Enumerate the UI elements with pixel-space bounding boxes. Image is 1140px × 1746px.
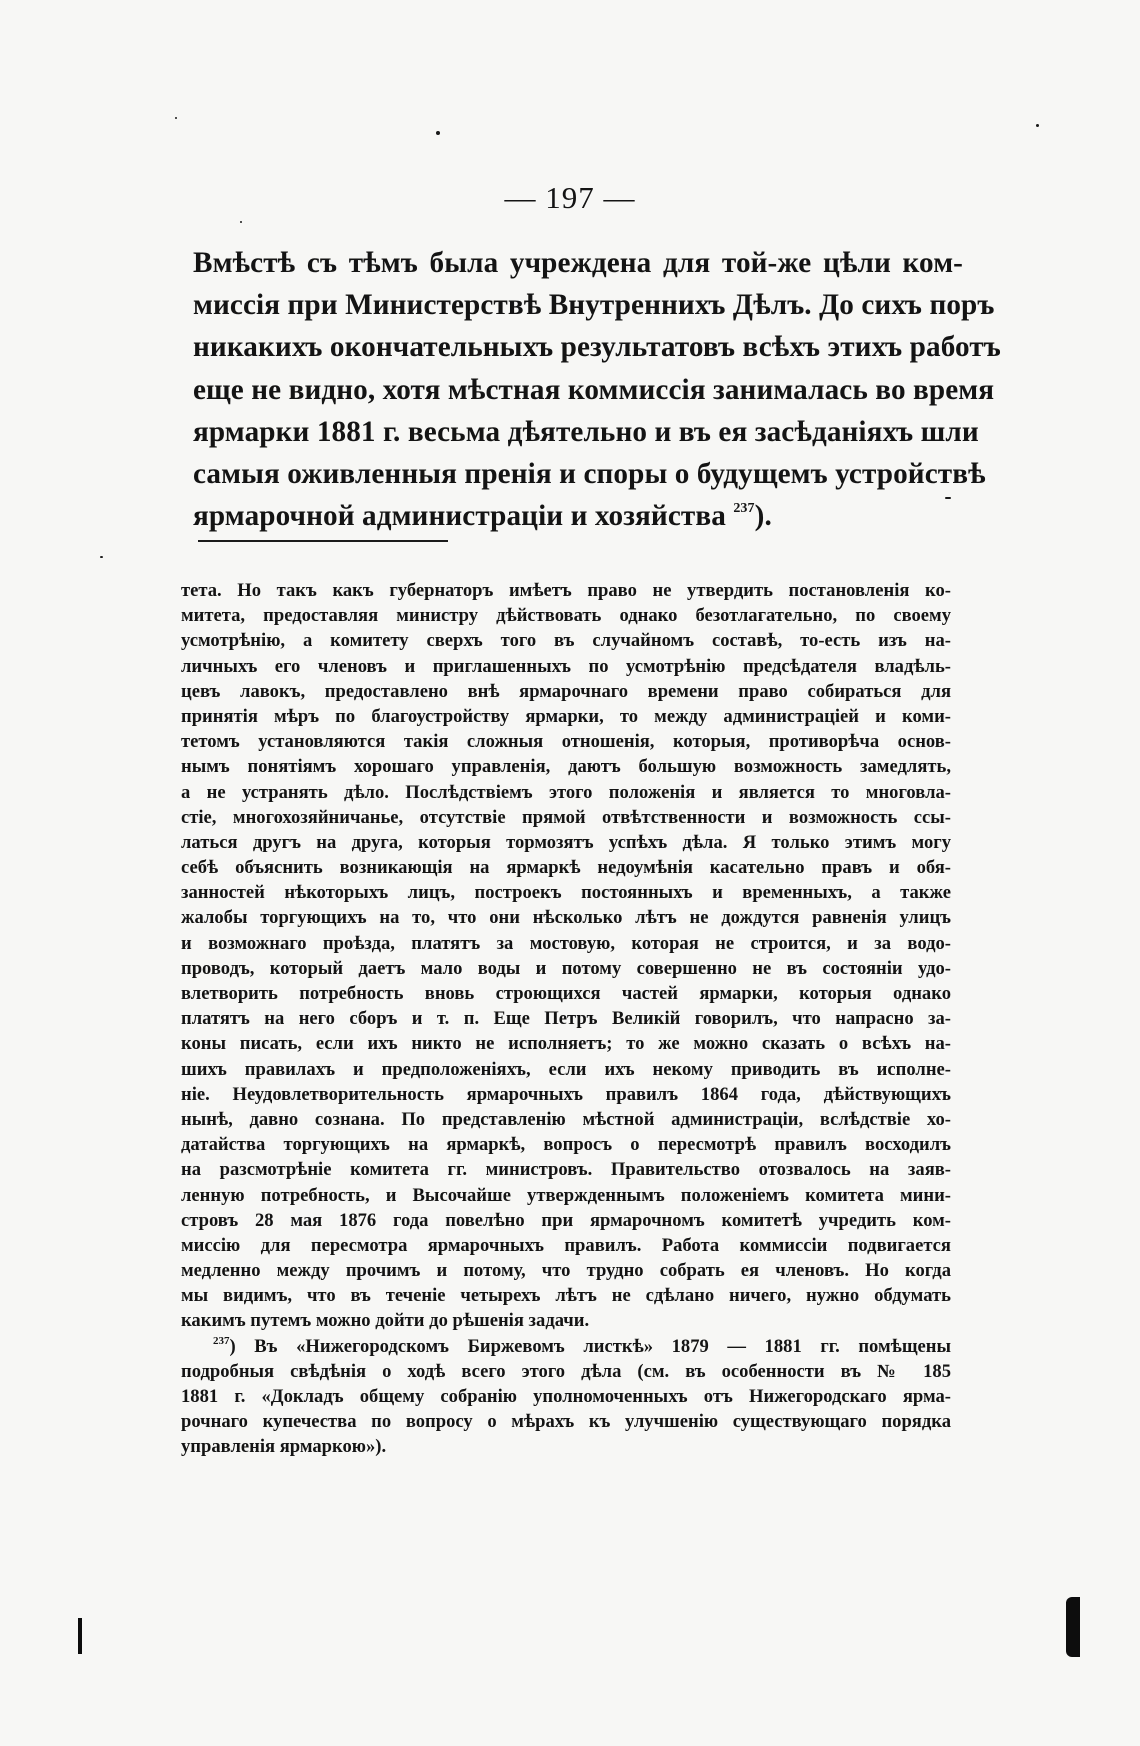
footnote-line: а не устранять дѣло. Послѣдствіемъ этого положенія и является то многовла- bbox=[181, 781, 951, 803]
main-line: еще не видно, хотя мѣстная коммиссія занималась во время bbox=[193, 373, 995, 406]
main-line-end: ). bbox=[754, 500, 772, 533]
main-line: ярмарки 1881 г. весьма дѣятельно и въ ея засѣданіяхъ шли bbox=[193, 415, 979, 448]
scan-speck bbox=[436, 131, 440, 135]
footnote-line: стіе, многохозяйничанье, отсутствіе прямой отвѣтственности и возможность ссы- bbox=[181, 806, 951, 828]
footnote-237-text: ) Въ «Нижегородскомъ Биржевомъ листкѣ» 1879 — 1881 гг. помѣщены bbox=[229, 1335, 951, 1357]
main-line-text: ярмарочной администраціи и хозяйства bbox=[193, 500, 726, 533]
footnote-line: личныхъ его членовъ и приглашенныхъ по усмотрѣнію предсѣдателя владѣль- bbox=[181, 655, 951, 677]
main-paragraph bbox=[193, 242, 1001, 537]
footnote-line: шихъ правилахъ и предположеніяхъ, если ихъ некому приводить въ исполне- bbox=[181, 1058, 951, 1080]
footnote-line: митета, предоставляя министру дѣйствовать однако безотлагательно, по своему bbox=[181, 605, 951, 627]
footnote-reference: 237 bbox=[733, 501, 755, 517]
footnote-line: проводъ, который даетъ мало воды и потому совершенно не въ состояніи удо- bbox=[181, 957, 951, 979]
footnote-line: принятія мѣръ по благоустройству ярмарки, то между администраціей и коми- bbox=[181, 705, 951, 727]
footnote-line: миссію для пересмотра ярмарочныхъ правилъ. Работа коммиссіи подвигается bbox=[181, 1234, 951, 1256]
footnote-line: жалобы торгующихъ на то, что они нѣсколько лѣтъ не дождутся равненія улицъ bbox=[181, 907, 951, 929]
footnote-line: ніе. Неудовлетворительность ярмарочныхъ правилъ 1864 года, дѣйствующихъ bbox=[181, 1083, 951, 1105]
main-line: Вмѣстѣ съ тѣмъ была учреждена для той-же цѣли ком- bbox=[193, 247, 963, 279]
scan-speck bbox=[240, 221, 242, 223]
footnote-237-marker: 237 bbox=[213, 1334, 230, 1347]
footnote-line: платятъ на него сборъ и т. п. Еще Петръ Великій говорилъ, что напрасно за- bbox=[181, 1008, 951, 1030]
footnote-line: цевъ лавокъ, предоставлено внѣ ярмарочнаго времени право собираться для bbox=[181, 680, 951, 702]
footnote-line: мы видимъ, что въ теченіе четырехъ лѣтъ не сдѣлано ничего, нужно обдумать bbox=[181, 1285, 951, 1307]
footnote-line: и возможнаго проѣзда, платятъ за мостовую, которая не строится, и за водо- bbox=[181, 932, 951, 954]
scan-edge-mark bbox=[1066, 1597, 1080, 1657]
main-line-last bbox=[193, 495, 963, 537]
main-line: самыя оживленныя пренія и споры о будущемъ устройствѣ bbox=[193, 457, 986, 490]
scan-speck bbox=[1036, 124, 1039, 127]
footnote-line: нымъ понятіямъ хорошаго управленія, даютъ большую возможность замедлять, bbox=[181, 756, 951, 778]
footnote-237-line: рочнаго купечества по вопросу о мѣрахъ къ улучшенію существующаго порядка bbox=[181, 1411, 951, 1433]
footnote-237-line: 1881 г. «Докладъ общему собранію уполномоченныхъ отъ Нижегородскаго ярма- bbox=[181, 1386, 951, 1407]
scan-speck bbox=[175, 117, 177, 119]
main-line: никакихъ окончательныхъ результатовъ всѣхъ этихъ работъ bbox=[193, 331, 1001, 364]
scan-edge-mark bbox=[78, 1618, 82, 1654]
footnote-line: усмотрѣнію, а комитету сверхъ того въ случайномъ составѣ, то-есть изъ на- bbox=[181, 630, 951, 652]
scan-speck bbox=[100, 556, 103, 558]
scan-speck bbox=[945, 497, 951, 499]
main-line: миссія при Министерствѣ Внутреннихъ Дѣлъ. До сихъ поръ bbox=[193, 289, 995, 322]
footnote-line: ленную потребность, и Высочайше утвержденнымъ положеніемъ комитета мини- bbox=[181, 1184, 951, 1206]
footnote-divider bbox=[198, 540, 448, 542]
footnote-237-line: подробныя свѣдѣнія о ходѣ всего этого дѣла (см. въ особенности въ № 185 bbox=[181, 1360, 951, 1382]
footnote-line: на разсмотрѣніе комитета гг. министровъ. Правительство отозвалось на заяв- bbox=[181, 1159, 951, 1181]
footnote-line: датайства торгующихъ на ярмаркѣ, вопросъ о пересмотрѣ правилъ восходилъ bbox=[181, 1134, 951, 1156]
footnote-line-last: какимъ путемъ можно дойти до рѣшенія задачи. bbox=[181, 1310, 590, 1332]
footnote-line: тетомъ установляются такія сложныя отношенія, которыя, противорѣча основ- bbox=[181, 731, 951, 753]
page-number: — 197 — bbox=[504, 180, 636, 215]
footnotes bbox=[181, 578, 951, 1460]
footnote-line: медленно между прочимъ и потому, что трудно собрать ея членовъ. Но когда bbox=[181, 1260, 951, 1282]
footnote-line: занностей нѣкоторыхъ лицъ, построекъ постоянныхъ и временныхъ, а также bbox=[181, 882, 951, 904]
footnote-237-line bbox=[181, 1334, 951, 1359]
footnote-line: коны писать, если ихъ никто не исполняетъ; то же можно сказать о всѣхъ на- bbox=[181, 1033, 951, 1055]
footnote-line: себѣ объяснить возникающія на ярмаркѣ недоумѣнія касательно правъ и обя- bbox=[181, 857, 951, 879]
footnote-line: тета. Но такъ какъ губернаторъ имѣетъ право не утвердить постановленія ко- bbox=[181, 580, 951, 601]
footnote-line: стровъ 28 мая 1876 года повелѣно при ярмарочномъ комитетѣ учредить ком- bbox=[181, 1209, 951, 1231]
footnote-237-line-last: управленія ярмаркою»). bbox=[181, 1436, 387, 1458]
footnote-line: латься другъ на друга, которыя тормозятъ успѣхъ дѣла. Я только этимъ могу bbox=[181, 831, 951, 853]
footnote-line: нынѣ, давно сознана. По представленію мѣстной администраціи, вслѣдствіе хо- bbox=[181, 1108, 951, 1130]
footnote-line: влетворить потребность вновь строющихся частей ярмарки, которыя однако bbox=[181, 983, 951, 1004]
